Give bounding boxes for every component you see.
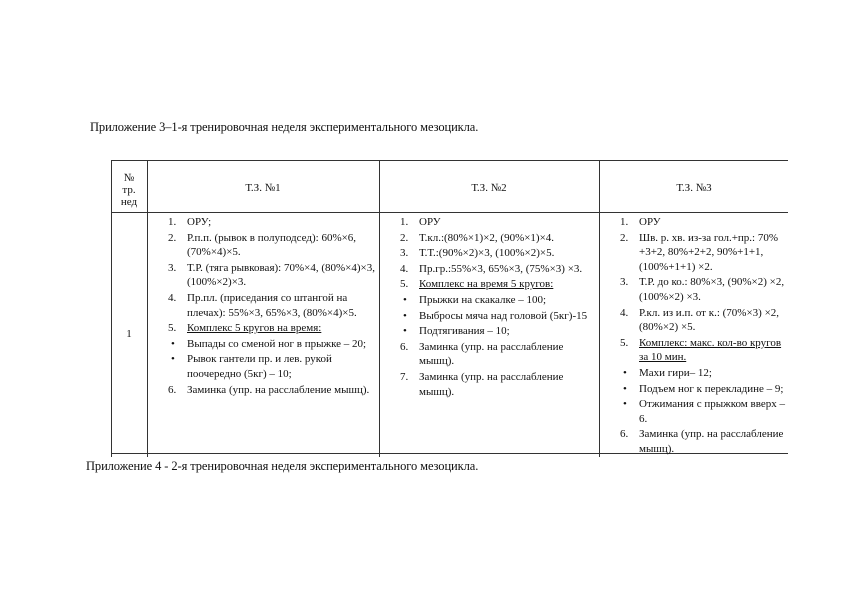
list-item-text: ОРУ;	[187, 216, 212, 228]
bullet-marker: •	[171, 337, 175, 350]
list-item	[379, 324, 593, 339]
list-item	[379, 340, 593, 369]
number-marker: 3.	[400, 247, 409, 260]
appendix-4-caption: Приложение 4 - 2-я тренировочная неделя экспериментального мезоцикла.	[86, 459, 479, 473]
header-tz1: Т.З. №1	[245, 182, 281, 194]
list-item-text: Заминка (упр. на расслабление мышц).	[639, 428, 784, 455]
list-item	[379, 231, 593, 246]
list-item	[599, 427, 787, 456]
tz2-cell	[379, 215, 593, 399]
list-item	[147, 383, 375, 398]
list-item-text: Махи гири– 12;	[639, 366, 712, 379]
list-item	[599, 336, 787, 365]
list-item	[147, 352, 375, 381]
list-item	[379, 277, 593, 292]
number-marker: 6.	[168, 383, 177, 396]
bullet-marker: •	[623, 398, 627, 411]
list-item-text: Комплекс на время 5 кругов:	[419, 278, 554, 291]
bullet-marker: •	[403, 309, 407, 322]
header-row-border	[111, 212, 788, 213]
bullet-marker: •	[171, 353, 175, 366]
number-marker: 2.	[620, 231, 629, 244]
list-item-text: Заминка (упр. на расслабление мышц).	[419, 370, 564, 398]
list-item-text: ОРУ	[419, 216, 441, 228]
list-item-text: Заминка (упр. на расслабление мышц).	[187, 383, 370, 396]
tz1-list	[147, 215, 375, 397]
tz3-cell	[599, 215, 787, 457]
list-item-text: Заминка (упр. на расслабление мышц).	[419, 340, 564, 368]
list-item-text: Пр.пл. (приседания со штангой на плечах): 55%×3, 65%×3, (80%×4)×5.	[187, 291, 357, 319]
list-item-text: Шв. р. хв. из-за гол.+пр.: 70% +3+2, 80%+2+2, 90%+1+1, (100%+1+1) ×2.	[639, 231, 778, 273]
number-marker: 4.	[168, 291, 177, 304]
list-item-text: Комплекс: макс. кол-во кругов за 10 мин.	[639, 336, 782, 364]
list-item	[147, 321, 375, 336]
bullet-marker: •	[403, 325, 407, 338]
number-marker: 6.	[400, 340, 409, 353]
number-marker: 4.	[400, 262, 409, 275]
number-marker: 3.	[620, 276, 629, 289]
list-item	[599, 306, 787, 335]
number-marker: 2.	[168, 231, 177, 244]
list-item-text: Подтягивания – 10;	[419, 325, 510, 338]
number-marker: 4.	[620, 306, 629, 319]
list-item-text: Т.Р. (тяга рывковая): 70%×4, (80%×4)×3, (100%×2)×3.	[187, 261, 375, 289]
number-marker: 1.	[620, 216, 629, 228]
list-item-text: Рывок гантели пр. и лев. рукой поочередно (5кг) – 10;	[187, 353, 332, 380]
list-item	[379, 293, 593, 308]
list-item	[147, 261, 375, 290]
list-item	[379, 370, 593, 399]
list-item-text: Т.Т.:(90%×2)×3, (100%×2)×5.	[419, 247, 555, 260]
list-item-text: Р.п.п. (рывок в полуподсед): 60%×6, (70%×4)×5.	[187, 231, 357, 259]
list-item	[147, 215, 375, 230]
list-item	[599, 231, 787, 275]
list-item	[379, 215, 593, 230]
appendix-3-caption: Приложение 3–1-я тренировочная неделя экспериментального мезоцикла.	[90, 120, 479, 134]
list-item	[379, 309, 593, 324]
header-tz2: Т.З. №2	[471, 182, 507, 194]
list-item-text: Выбросы мяча над головой (5кг)-15	[419, 309, 588, 322]
tz2-list	[379, 215, 593, 399]
list-item-text: Подъем ног к перекладине – 9;	[639, 382, 784, 395]
number-marker: 6.	[620, 428, 629, 441]
list-item-text: Комплекс 5 кругов на время:	[187, 322, 322, 335]
tz1-cell	[147, 215, 375, 397]
list-item	[147, 231, 375, 260]
header-tz3: Т.З. №3	[676, 182, 712, 194]
list-item-text: Отжимания с прыжком вверх – 6.	[639, 398, 785, 425]
number-marker: 5.	[168, 322, 177, 335]
number-marker: 2.	[400, 231, 409, 244]
list-item	[147, 291, 375, 320]
list-item	[379, 262, 593, 277]
list-item-text: Р.кл. из и.п. от к.: (70%×3) ×2, (80%×2) ×5.	[639, 306, 780, 334]
list-item	[379, 246, 593, 261]
number-marker: 7.	[400, 370, 409, 383]
number-marker: 5.	[400, 278, 409, 291]
number-marker: 5.	[620, 336, 629, 349]
training-week-table	[111, 160, 788, 457]
list-item-text: Т.кл.:(80%×1)×2, (90%×1)×4.	[419, 231, 555, 244]
list-item-text: ОРУ	[639, 216, 661, 228]
week-number-cell: 1	[126, 328, 132, 340]
bullet-marker: •	[403, 293, 407, 306]
number-marker: 1.	[400, 216, 409, 228]
list-item	[599, 215, 787, 230]
number-marker: 1.	[168, 216, 177, 228]
list-item	[599, 382, 787, 397]
list-item	[599, 275, 787, 304]
list-item-text: Прыжки на скакалке – 100;	[419, 293, 547, 306]
header-week-number: № тр. нед	[120, 172, 138, 208]
list-item	[147, 337, 375, 352]
list-item-text: Выпады со сменой ног в прыжке – 20;	[187, 337, 367, 350]
bullet-marker: •	[623, 366, 627, 379]
list-item	[599, 366, 787, 381]
number-marker: 3.	[168, 261, 177, 274]
tz3-list	[599, 215, 787, 457]
list-item	[599, 397, 787, 426]
list-item-text: Т.Р. до ко.: 80%×3, (90%×2) ×2, (100%×2) ×3.	[639, 276, 785, 303]
list-item-text: Пр.гр.:55%×3, 65%×3, (75%×3) ×3.	[419, 262, 583, 275]
bullet-marker: •	[623, 382, 627, 395]
table-top-border	[111, 160, 788, 161]
